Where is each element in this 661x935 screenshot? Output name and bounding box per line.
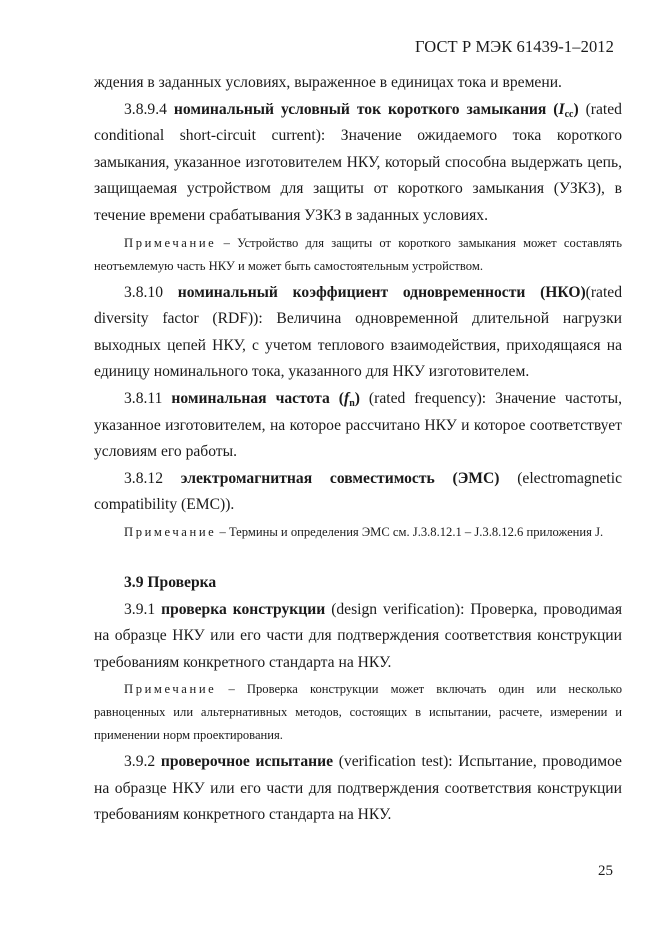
clause-number: 3.9.2: [124, 753, 156, 771]
clause-number: 3.8.12: [124, 469, 163, 487]
note-3: [94, 678, 622, 747]
paragraph-3-9-2: [94, 749, 622, 829]
term-title: номинальный коэффициент одновременности (НКО): [177, 283, 586, 301]
definition-text: (rated diversity factor (RDF)): Величина одновременной длительной нагрузки выходных цепей НКУ, с учетом теплового взаимодействия, приходящаяся на единицу номинального тока, указанного для НКУ изготовителем.: [94, 283, 622, 381]
section-heading-3-9: 3.9 Проверка: [124, 573, 217, 591]
definition-text: (rated conditional short-circuit current): Значение ожидаемого тока короткого замыкания, указанное изготовителем НКУ, который способна выдержать цепь, защищаемая устройством для защиты от короткого замыкания (УЗКЗ), в течение времени срабатывания УЗКЗ в заданных условиях.: [94, 100, 622, 224]
clause-number: 3.8.9.4: [124, 100, 167, 118]
paragraph-3-8-11: [94, 386, 622, 466]
paragraph-text: ждения в заданных условиях, выраженное в единицах тока и времени.: [94, 74, 562, 91]
definition-text: (verification test): Испытание, проводимое на образце НКУ или его части для подтверждения соответствия конструкции требованиям конкретного стандарта на НКУ.: [94, 753, 622, 824]
note-text: – Термины и определения ЭМС см. J.3.8.12.1 – J.3.8.12.6 приложения J.: [216, 524, 604, 539]
paragraph-3-8-9-4: [94, 97, 622, 230]
note-label: Примечание: [124, 524, 217, 539]
term-title: номинальный условный ток короткого замыкания $(I_{cc})$: [173, 100, 579, 120]
clause-number: 3.8.10: [124, 283, 163, 301]
symbol: f: [343, 389, 350, 407]
clause-number: 3.9.1: [124, 600, 156, 618]
paragraph-3-9-1: [94, 597, 622, 677]
note-1: [94, 232, 622, 278]
symbol-subscript: n: [349, 397, 355, 409]
paragraph-3-8-12: [94, 466, 622, 519]
note-text: – Проверка конструкции может включать один или несколько равноценных или альтернативных методов, состоящих в испытании, расчете, измерении и применении норм проектирования.: [94, 682, 622, 743]
symbol: I: [558, 100, 565, 118]
paragraph-3-8-10: [94, 280, 622, 386]
term-title: электромагнитная совместимость (ЭМС): [180, 469, 500, 487]
term-title: проверочное испытание: [160, 753, 334, 771]
term-title: номинальная частота $(f_n)$: [171, 389, 360, 409]
note-text: – Устройство для защиты от короткого замыкания может составлять неотъемлемую часть НКУ и может быть самостоятельным устройством.: [94, 235, 622, 273]
term-title: проверка конструкции: [161, 600, 326, 618]
page-body: [94, 70, 622, 829]
definition-text: (electromagnetic compatibility (EMC)).: [94, 469, 622, 514]
paragraph-continuation: [94, 70, 622, 97]
symbol-subscript: cc: [564, 108, 574, 120]
note-2: [94, 521, 622, 544]
document-header: ГОСТ Р МЭК 61439-1–2012: [415, 37, 614, 56]
definition-text: (design verification): Проверка, проводимая на образце НКУ или его части для подтверждения соответствия конструкции требованиям конкретного стандарта на НКУ.: [94, 600, 623, 671]
page-number: 25: [598, 863, 613, 879]
note-label: Примечание: [124, 682, 217, 697]
note-label: Примечание: [124, 235, 217, 250]
clause-number: 3.8.11: [124, 389, 163, 407]
definition-text: (rated frequency): Значение частоты, указанное изготовителем, на которое рассчитано НКУ и которое соответствует условиям его работы.: [94, 389, 623, 461]
